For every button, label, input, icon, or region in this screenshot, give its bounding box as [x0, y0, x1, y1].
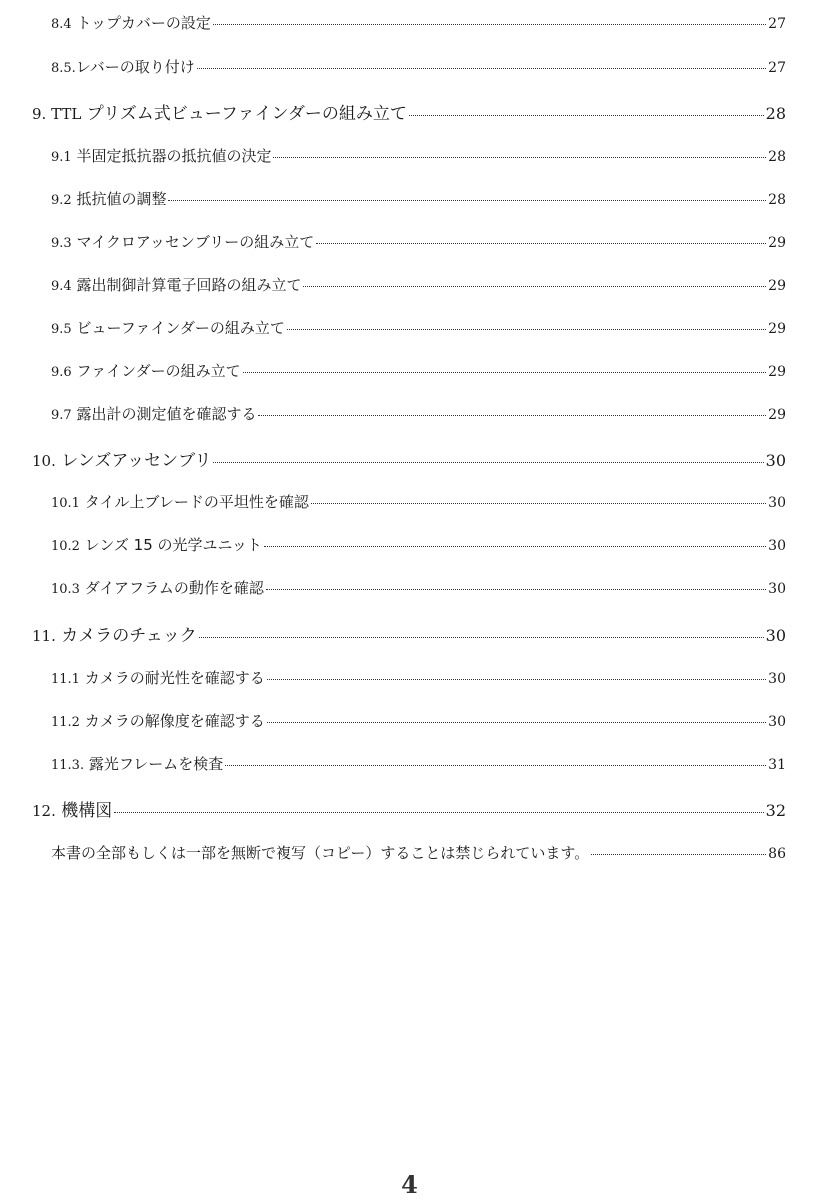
- toc-entry-page: 30: [768, 495, 786, 511]
- dot-leader: [243, 372, 767, 373]
- toc-entry-number: 9.5: [51, 322, 72, 337]
- toc-entry-page: 29: [768, 278, 786, 294]
- toc-entry-title: 抵抗値の調整: [76, 190, 167, 208]
- dot-leader: [213, 24, 766, 25]
- dot-leader: [591, 854, 766, 855]
- toc-entry-title: タイル上ブレードの平坦性を確認: [84, 493, 309, 511]
- toc-entry-page: 32: [765, 801, 786, 820]
- toc-entry-label: [51, 842, 589, 863]
- toc-entry-8-4[interactable]: [51, 12, 786, 33]
- toc-entry-label: [51, 12, 211, 33]
- toc-entry-number: 9.7: [51, 408, 72, 423]
- toc-entry-9-2[interactable]: [51, 188, 786, 209]
- toc-entry-title: カメラの耐光性を確認する: [84, 669, 265, 687]
- dot-leader: [311, 503, 766, 504]
- toc-entry-title: カメラの解像度を確認する: [84, 712, 265, 730]
- toc-entry-label: [32, 99, 407, 124]
- toc-entry-page: 29: [768, 407, 786, 423]
- dot-leader: [303, 286, 766, 287]
- toc-entry-9-4[interactable]: [51, 274, 786, 295]
- toc-entry-label: [32, 446, 211, 471]
- toc-entry-9-5[interactable]: [51, 317, 786, 338]
- toc-entry-page: 30: [768, 581, 786, 597]
- toc-entry-label: [51, 710, 265, 731]
- toc-entry-page: 30: [765, 626, 786, 645]
- dot-leader: [114, 812, 763, 813]
- dot-leader: [168, 200, 766, 201]
- toc-entry-11-1[interactable]: [51, 667, 786, 688]
- page-number: 4: [401, 1170, 418, 1199]
- toc-entry-number: 11.: [32, 627, 56, 645]
- toc-entry-10[interactable]: [32, 446, 786, 471]
- dot-leader: [409, 115, 764, 116]
- toc-entry-number: 9.4: [51, 279, 72, 294]
- toc-entry-11-2[interactable]: [51, 710, 786, 731]
- toc-entry-title: トップカバーの設定: [76, 14, 211, 32]
- toc-entry-title: プリズム式ビューファインダーの組み立て: [86, 104, 407, 124]
- dot-leader: [266, 589, 766, 590]
- toc-entry-page: 29: [768, 235, 786, 251]
- toc-entry-label: [51, 145, 271, 166]
- toc-entry-label: [51, 403, 256, 424]
- toc-entry-number: 10.: [32, 452, 56, 470]
- dot-leader: [225, 765, 766, 766]
- toc-entry-title: カメラのチェック: [61, 626, 197, 646]
- dot-leader: [273, 157, 766, 158]
- toc-entry-9-1[interactable]: [51, 145, 786, 166]
- toc-entry-title: 本書の全部もしくは一部を無断で複写（コピー）することは禁じられています。: [51, 844, 590, 862]
- toc-entry-11-3[interactable]: [51, 753, 786, 774]
- toc-entry-9-7[interactable]: [51, 403, 786, 424]
- toc-entry-number: 9.1: [51, 150, 72, 165]
- toc-entry-12[interactable]: [32, 796, 786, 821]
- toc-entry-9-3[interactable]: [51, 231, 786, 252]
- toc-entry-label: [32, 796, 112, 821]
- dot-leader: [264, 546, 766, 547]
- toc-entry-label: [51, 231, 314, 252]
- dot-leader: [197, 68, 766, 69]
- toc-entry-8-5[interactable]: [51, 56, 786, 77]
- dot-leader: [258, 415, 766, 416]
- toc-entry-label: [51, 360, 241, 381]
- toc-entry-number: 9.2: [51, 193, 72, 208]
- toc-entry-page: 86: [768, 846, 786, 862]
- toc-entry-label: [51, 491, 309, 512]
- toc-entry-page: 30: [768, 538, 786, 554]
- toc-entry-label: [51, 577, 264, 598]
- toc-entry-title: 機構図: [61, 801, 113, 821]
- toc-entry-title: レンズアッセンブリ: [61, 451, 212, 471]
- toc-entry-label: [32, 621, 197, 646]
- toc-entry-number: 9. TTL: [32, 105, 82, 123]
- toc-entry-10-1[interactable]: [51, 491, 786, 512]
- toc-entry-page: 28: [768, 192, 786, 208]
- toc-entry-copyright[interactable]: [51, 842, 786, 863]
- toc-entry-title: レバーの取り付け: [75, 58, 195, 76]
- toc-entry-page: 27: [768, 16, 786, 32]
- toc-entry-page: 31: [768, 757, 786, 773]
- toc-entry-page: 30: [768, 714, 786, 730]
- toc-entry-number: 12.: [32, 802, 56, 820]
- toc-entry-number: 10.2: [51, 539, 80, 554]
- dot-leader: [199, 637, 764, 638]
- toc-entry-label: [51, 188, 166, 209]
- toc-entry-page: 30: [765, 451, 786, 470]
- toc-entry-number: 11.3.: [51, 758, 85, 773]
- toc-entry-number: 11.2: [51, 715, 80, 730]
- toc-entry-title: 露出計の測定値を確認する: [76, 405, 257, 423]
- toc-entry-page: 29: [768, 321, 786, 337]
- toc-entry-number: 9.3: [51, 236, 72, 251]
- toc-entry-10-3[interactable]: [51, 577, 786, 598]
- toc-entry-title: レンズ 15 の光学ユニット: [84, 536, 262, 554]
- toc-entry-label: [51, 667, 265, 688]
- dot-leader: [213, 462, 763, 463]
- toc-entry-label: [51, 317, 285, 338]
- toc-entry-number: 10.1: [51, 496, 80, 511]
- toc-entry-title: ビューファインダーの組み立て: [76, 319, 285, 337]
- toc-entry-page: 28: [768, 149, 786, 165]
- toc-entry-9[interactable]: [32, 99, 786, 124]
- toc-entry-label: [51, 274, 301, 295]
- toc-entry-label: [51, 753, 223, 774]
- toc-entry-title: マイクロアッセンブリーの組み立て: [76, 233, 315, 251]
- toc-entry-label: [51, 534, 262, 555]
- dot-leader: [267, 722, 766, 723]
- toc-entry-number: 8.5.: [51, 61, 76, 76]
- toc-entry-title: 露光フレームを検査: [88, 755, 224, 773]
- toc-entry-title: ダイアフラムの動作を確認: [84, 579, 264, 597]
- toc-entry-10-2[interactable]: [51, 534, 786, 555]
- toc-entry-title: ファインダーの組み立て: [76, 362, 241, 380]
- toc-entry-number: 8.4: [51, 17, 72, 32]
- dot-leader: [287, 329, 766, 330]
- toc-entry-title: 半固定抵抗器の抵抗値の決定: [76, 147, 272, 165]
- toc-entry-page: 29: [768, 364, 786, 380]
- toc-entry-9-6[interactable]: [51, 360, 786, 381]
- dot-leader: [267, 679, 766, 680]
- toc-entry-11[interactable]: [32, 621, 786, 646]
- toc-entry-page: 30: [768, 671, 786, 687]
- toc-entry-page: 27: [768, 60, 786, 76]
- toc-entry-label: [51, 56, 195, 77]
- toc-entry-number: 11.1: [51, 672, 80, 687]
- toc-entry-page: 28: [765, 104, 786, 123]
- toc-entry-title: 露出制御計算電子回路の組み立て: [76, 276, 302, 294]
- toc-entry-number: 10.3: [51, 582, 80, 597]
- toc-entry-number: 9.6: [51, 365, 72, 380]
- dot-leader: [316, 243, 766, 244]
